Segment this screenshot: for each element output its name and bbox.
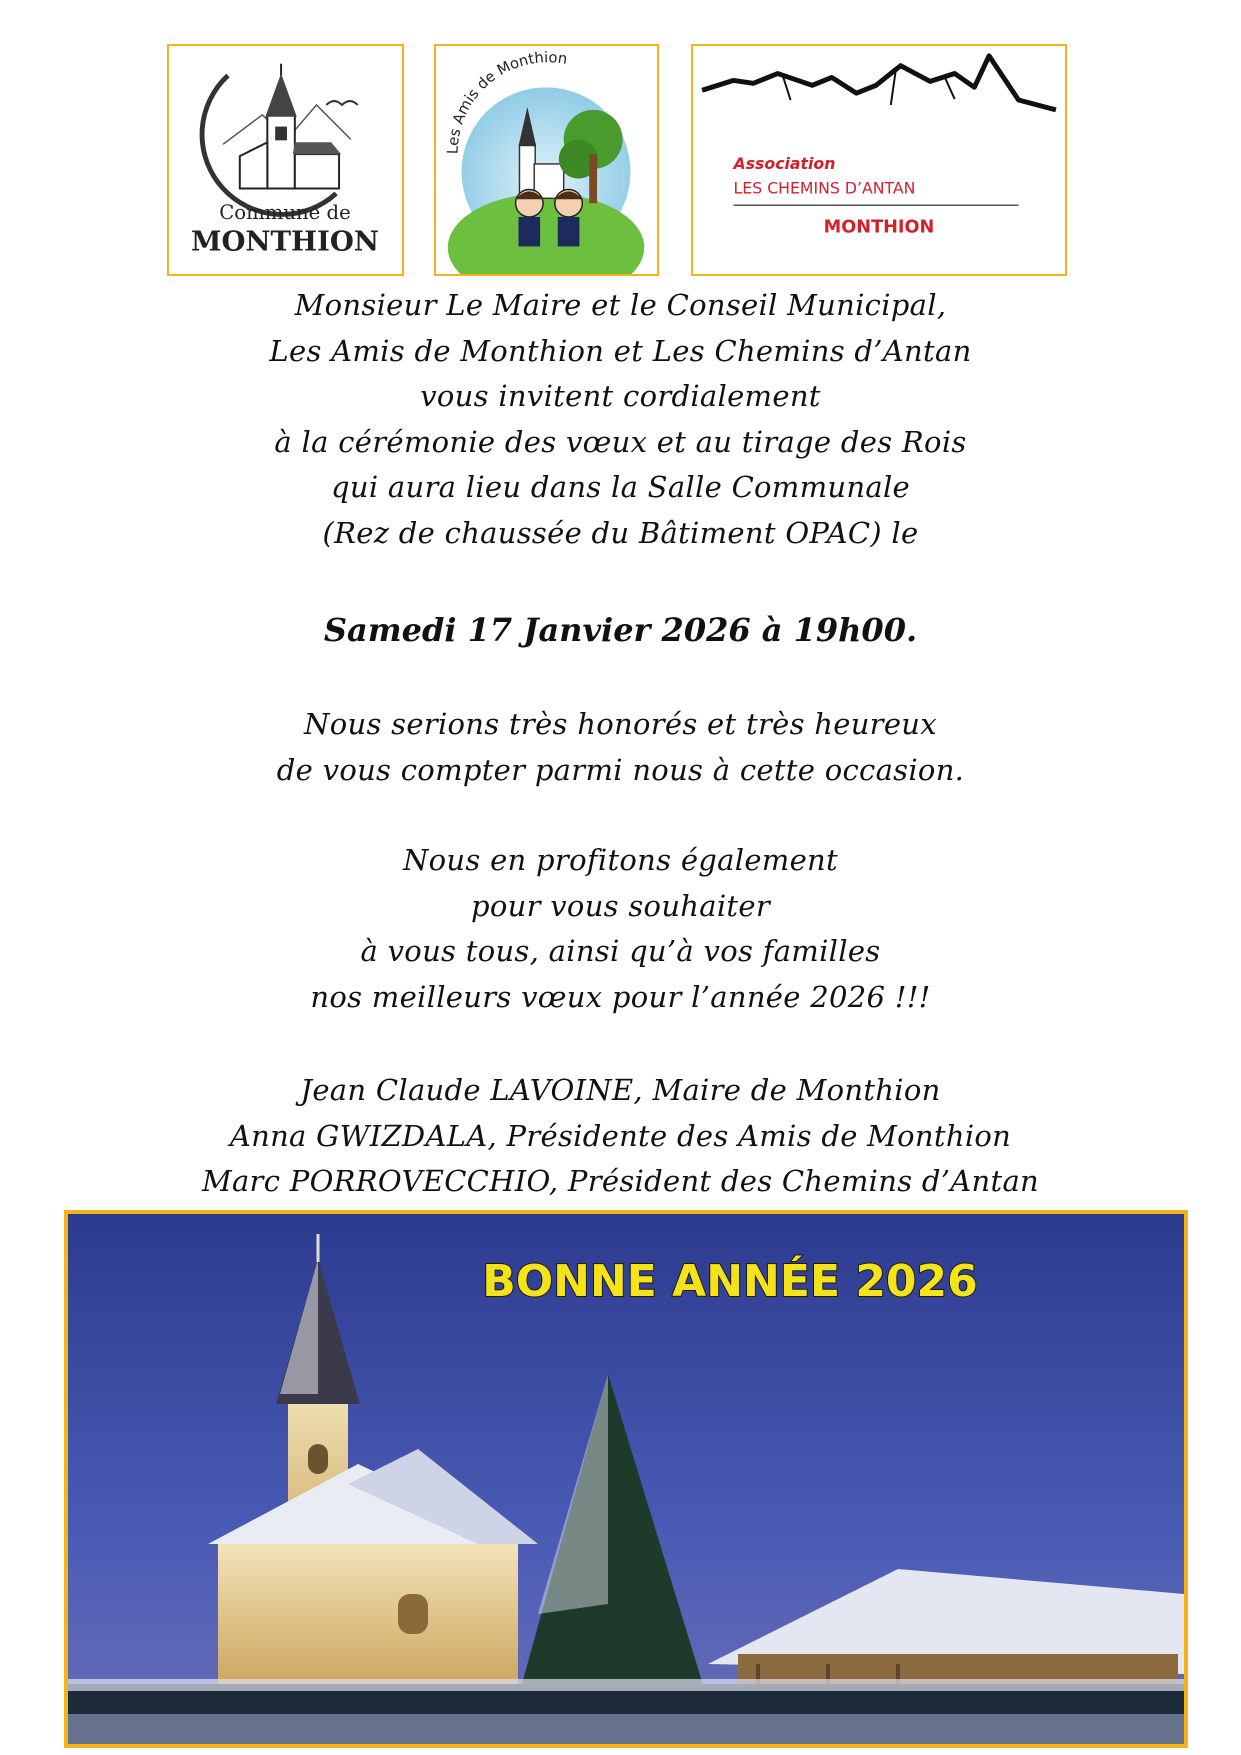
commune-logo-line1: Commune de <box>219 200 351 224</box>
paragraph-line: à vous tous, ainsi qu’à vos familles <box>360 934 881 968</box>
amis-illustration-icon <box>436 46 657 274</box>
paragraph-line: nos meilleurs vœux pour l’année 2026 !!! <box>310 979 931 1014</box>
intro-line: à la cérémonie des vœux et au tirage des Rois <box>274 424 967 459</box>
signature-line: Anna GWIZDALA, Présidente des Amis de Monthion <box>229 1118 1012 1153</box>
commune-logo-line2: MONTHION <box>191 225 379 258</box>
paragraph-line: Nous en profitons également <box>402 843 838 877</box>
chemins-logo-line2: LES CHEMINS D’ANTAN <box>733 178 916 198</box>
mountain-outline-icon <box>693 46 1065 274</box>
chemins-logo <box>691 44 1067 276</box>
greeting-text: BONNE ANNÉE 2026 <box>482 1256 978 1307</box>
signatures <box>0 1068 1241 1205</box>
church-logo-icon <box>169 46 402 274</box>
event-date: Samedi 17 Janvier 2026 à 19h00. <box>323 611 918 649</box>
chemins-logo-line1: Association <box>733 153 836 173</box>
invitation-paragraph-wishes <box>0 838 1241 1020</box>
intro-line: Monsieur Le Maire et le Conseil Municipal, <box>294 288 947 322</box>
intro-line: Les Amis de Monthion et Les Chemins d’Antan <box>269 333 972 368</box>
new-year-banner <box>64 1210 1188 1748</box>
amis-logo-arc-text: Les Amis de Monthion <box>444 49 569 155</box>
church-night-photo-icon <box>68 1214 1184 1744</box>
intro-line: qui aura lieu dans la Salle Communale <box>330 470 910 504</box>
commune-logo <box>167 44 404 276</box>
signature-line: Marc PORROVECCHIO, Président des Chemins d’Antan <box>201 1164 1040 1198</box>
chemins-logo-line3: MONTHION <box>823 217 935 238</box>
intro-line: vous invitent cordialement <box>420 379 821 413</box>
invitation-paragraph-honored <box>0 702 1241 793</box>
paragraph-line: Nous serions très honorés et très heureux <box>304 707 937 741</box>
invitation-intro <box>0 283 1241 556</box>
intro-line: (Rez de chaussée du Bâtiment OPAC) le <box>322 515 919 550</box>
amis-logo <box>434 44 659 276</box>
paragraph-line: pour vous souhaiter <box>470 888 771 923</box>
paragraph-line: de vous compter parmi nous à cette occasion. <box>276 752 965 787</box>
signature-line: Jean Claude LAVOINE, Maire de Monthion <box>300 1073 941 1107</box>
